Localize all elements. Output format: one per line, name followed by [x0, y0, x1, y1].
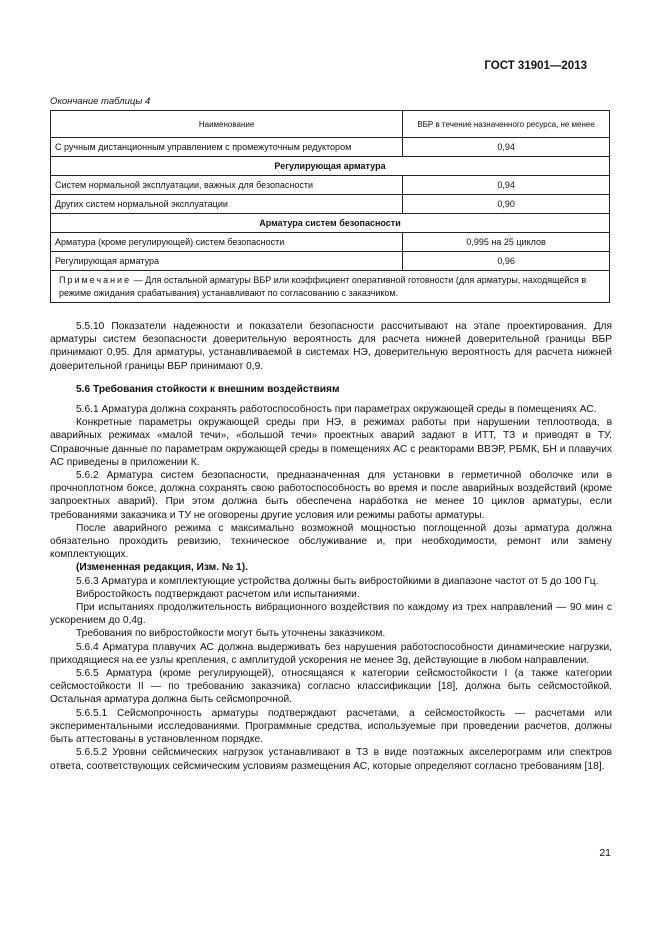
body-paragraph: 5.6.3 Арматура и комплектующие устройства должны быть вибростойкими в диапазоне частот от 5 до 100 Гц.	[76, 575, 599, 587]
body-paragraph: 5.6.1 Арматура должна сохранять работоспособность при параметрах окружающей среды в помещениях АС.	[76, 404, 597, 416]
document-body	[50, 320, 612, 773]
column-header-value: ВБР в течение назначенного ресурса, не менее	[403, 111, 610, 138]
table-row	[51, 252, 610, 271]
table-note	[51, 271, 610, 303]
table-caption: Окончание таблицы 4	[50, 96, 151, 107]
table-row	[51, 195, 610, 214]
body-paragraph: 5.6.5.2 Уровни сейсмических нагрузок устанавливают в ТЗ в виде поэтажных акселерограмм или спектров ответа, соответствующих сейсмическим условиям размещения АС, которые определяют согласно требованиям [18].	[50, 747, 612, 772]
table-row	[51, 138, 610, 157]
table-row	[51, 176, 610, 195]
body-paragraph: 5.5.10 Показатели надежности и показатели безопасности рассчитывают на этапе проектирования. Для арматуры систем безопасности доверительную вероятность для расчета нижней доверительной границы ВБР принимают 0,95. Для арматуры, устанавливаемой в системах НЭ, доверительную вероятность для расчета нижней доверительной границы ВБР принимают 0,9.	[50, 321, 612, 372]
body-paragraph: Требования по вибростойкости могут быть уточнены заказчиком.	[76, 628, 386, 640]
row-name: Систем нормальной эксплуатации, важных для безопасности	[51, 176, 403, 195]
reliability-table	[50, 110, 610, 303]
body-paragraph: После аварийного режима с максимально возможной мощностью поглощенной дозы арматура должна обязательно проходить ревизию, техническое обслуживание и, при необходимости, ремонт или замену комплектующих.	[50, 522, 612, 561]
section-title: Арматура систем безопасности	[51, 214, 610, 233]
note-label: Примечание	[59, 275, 132, 285]
page-number: 21	[599, 847, 611, 859]
body-paragraph: 5.6.5 Арматура (кроме регулирующей), относящаяся к категории сейсмостойкости I (а также категории сейсмостойкости II — по требованию заказчика) согласно классификации [18], должна быть сейсмостойкой. Остальная арматура должна быть сейсмопрочной.	[50, 668, 612, 706]
note-text: — Для остальной арматуры ВБР или коэффициент оперативной готовности (для арматуры, находящейся в режиме ожидания срабатывания) устанавливают по согласованию с заказчиком.	[59, 275, 587, 298]
row-value: 0,90	[403, 195, 610, 214]
body-paragraph: 5.6.4 Арматура плавучих АС должна выдерживать без нарушения работоспособности динамические нагрузки, приходящиеся на ее узлы крепления, с амплитудой ускорения не менее 3g, действующие в любом направлении.	[50, 641, 612, 666]
row-name: Регулирующая арматура	[51, 252, 403, 271]
table-row	[51, 233, 610, 252]
row-value: 0,995 на 25 циклов	[403, 233, 610, 252]
body-paragraph: 5.6.5.1 Сейсмопрочность арматуры подтверждают расчетами, а сейсмостойкость — расчетами или экспериментальными исследованиями. Программные средства, используемые при проведении расчетов, должны быть аттестованы в установленном порядке.	[50, 707, 612, 746]
section-heading: 5.6 Требования стойкости к внешним воздействиям	[76, 383, 340, 395]
row-value: 0,94	[403, 138, 610, 157]
table-header-row	[51, 111, 610, 138]
row-name: Других систем нормальной эксплуатации	[51, 195, 403, 214]
column-header-name: Наименование	[51, 111, 403, 138]
standard-header: ГОСТ 31901—2013	[484, 60, 587, 72]
amendment-note: (Измененная редакция, Изм. № 1).	[76, 562, 248, 574]
body-paragraph: При испытаниях продолжительность вибрационного воздействия по каждому из трех направлений — 90 мин с ускорением до 0,4g.	[50, 602, 612, 627]
body-paragraph: 5.6.2 Арматура систем безопасности, предназначенная для установки в герметичной оболочке или в прочноплотном боксе, должна сохранять свою работоспособность во время и после аварийных воздействий (кроме запроектных аварий). При этом должна быть обеспечена наработка не менее 10 циклов арматуры, если требованиями заказчика и ТУ не оговорены другие условия или режимы работы арматуры.	[50, 470, 612, 521]
section-title: Регулирующая арматура	[51, 157, 610, 176]
body-paragraph: Конкретные параметры окружающей среды при НЭ, в режимах работы при нарушении теплоотвода, в аварийных режимах «малой течи», «большой течи» проектных аварий задают в ИТТ, ТЗ и приводят в ТУ. Справочные данные по параметрам окружающей среды в помещениях АС с реакторами ВВЭР, РБМК, БН и плавучих АС приведены в приложении К.	[50, 417, 612, 468]
row-value: 0,96	[403, 252, 610, 271]
row-name: Арматура (кроме регулирующей) систем безопасности	[51, 233, 403, 252]
table-section-row	[51, 214, 610, 233]
row-name: С ручным дистанционным управлением с промежуточным редуктором	[51, 138, 403, 157]
row-value: 0,94	[403, 176, 610, 195]
table-note-row	[51, 271, 610, 303]
table-section-row	[51, 157, 610, 176]
body-paragraph: Вибростойкость подтверждают расчетом или испытаниями.	[76, 588, 360, 600]
